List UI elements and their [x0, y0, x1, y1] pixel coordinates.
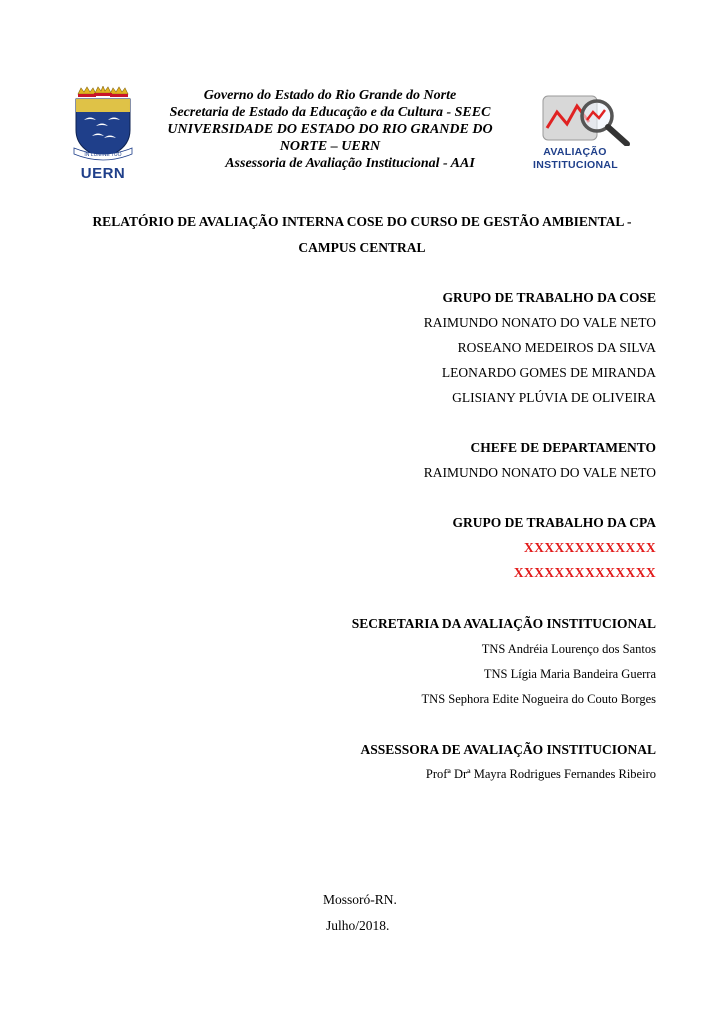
uern-logo-text: UERN	[80, 165, 126, 182]
secretaria-heading: SECRETARIA DA AVALIAÇÃO INSTITUCIONAL	[351, 616, 656, 631]
chefe-name: RAIMUNDO NONATO DO VALE NETO	[423, 465, 656, 480]
cpa-member-placeholder: XXXXXXXXXXXXX	[524, 540, 656, 555]
uern-shield-icon	[72, 86, 134, 164]
institution-header	[140, 87, 520, 172]
uern-logo	[72, 86, 134, 182]
cose-member: GLISIANY PLÚVIA DE OLIVEIRA	[452, 390, 656, 405]
header-line-secretariat: Secretaria de Estado da Educação e da Cultura - SEEC	[169, 105, 491, 120]
chefe-heading: CHEFE DE DEPARTAMENTO	[470, 440, 656, 455]
cose-member: ROSEANO MEDEIROS DA SILVA	[457, 340, 656, 355]
header-line-government: Governo do Estado do Rio Grande do Norte	[203, 88, 457, 103]
avaliacao-institucional-logo	[533, 92, 635, 180]
magnifier-chart-icon	[533, 92, 635, 146]
secretaria-member: TNS Lígia Maria Bandeira Guerra	[483, 667, 656, 681]
header-line-university-cont: NORTE – UERN	[279, 139, 381, 154]
cose-heading: GRUPO DE TRABALHO DA COSE	[442, 290, 656, 305]
secretaria-member: TNS Andréia Lourenço dos Santos	[481, 642, 656, 656]
footer-date: Julho/2018.	[326, 918, 390, 933]
ai-logo-line2: INSTITUCIONAL	[533, 159, 618, 171]
uern-motto: IN LUMINE TUO	[84, 152, 122, 158]
report-title-line1: RELATÓRIO DE AVALIAÇÃO INTERNA COSE DO CURSO DE GESTÃO AMBIENTAL -	[92, 214, 632, 229]
secretaria-member: TNS Sephora Edite Nogueira do Couto Borges	[421, 692, 656, 706]
header-line-assessoria: Assessoria de Avaliação Institucional - AAI	[225, 156, 475, 171]
assessora-heading: ASSESSORA DE AVALIAÇÃO INSTITUCIONAL	[360, 742, 656, 757]
cpa-member-placeholder: XXXXXXXXXXXXXX	[513, 565, 656, 580]
assessora-name: Profª Drª Mayra Rodrigues Fernandes Ribeiro	[425, 767, 656, 781]
cose-member: RAIMUNDO NONATO DO VALE NETO	[423, 315, 656, 330]
header-line-university: UNIVERSIDADE DO ESTADO DO RIO GRANDE DO	[167, 122, 493, 137]
ai-logo-line1: AVALIAÇÃO	[543, 146, 607, 158]
cpa-heading: GRUPO DE TRABALHO DA CPA	[452, 515, 656, 530]
report-title-line2: CAMPUS CENTRAL	[298, 240, 426, 255]
cose-member: LEONARDO GOMES DE MIRANDA	[441, 365, 656, 380]
footer-city: Mossoró-RN.	[323, 892, 397, 907]
